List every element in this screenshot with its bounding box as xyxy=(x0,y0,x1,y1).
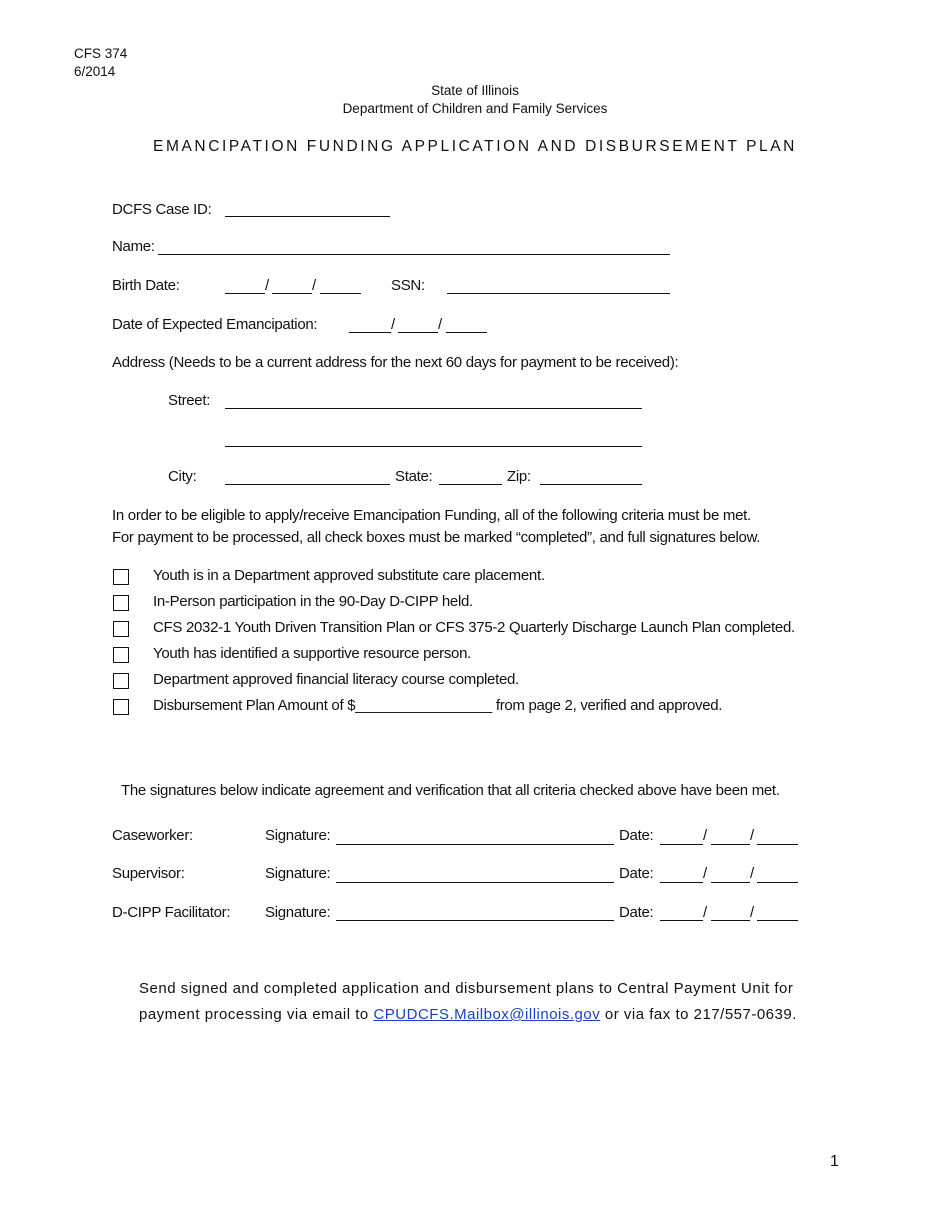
state-field[interactable] xyxy=(439,484,502,485)
caseworker-date-day[interactable] xyxy=(711,844,750,845)
footer-line-1: Send signed and completed application and disbursement plans to Central Payment Unit for xyxy=(139,980,794,997)
criteria-item: Disbursement Plan Amount of $_________________ from page 2, verified and approved. xyxy=(153,697,723,714)
criteria-item: CFS 2032-1 Youth Driven Transition Plan or CFS 375-2 Quarterly Discharge Launch Plan completed. xyxy=(153,619,795,636)
signature-label: Signature: xyxy=(265,865,331,882)
street-field-2[interactable] xyxy=(225,446,642,447)
facilitator-signature-field[interactable] xyxy=(336,920,614,921)
city-field[interactable] xyxy=(225,484,390,485)
criteria-checkbox[interactable] xyxy=(113,569,129,585)
date-separator: / xyxy=(703,827,707,844)
emancipation-date-label: Date of Expected Emancipation: xyxy=(112,316,318,333)
email-link[interactable]: CPUDCFS.Mailbox@illinois.gov xyxy=(373,1006,601,1023)
supervisor-date-month[interactable] xyxy=(660,882,703,883)
criteria-item: Department approved financial literacy course completed. xyxy=(153,671,519,688)
address-label: Address (Needs to be a current address for the next 60 days for payment to be received): xyxy=(112,354,679,371)
date-separator: / xyxy=(750,904,754,921)
date-separator: / xyxy=(438,316,442,333)
page-title: EMANCIPATION FUNDING APPLICATION AND DISBURSEMENT PLAN xyxy=(153,138,797,155)
caseworker-date-month[interactable] xyxy=(660,844,703,845)
caseworker-signature-field[interactable] xyxy=(336,844,614,845)
date-separator: / xyxy=(265,277,269,294)
supervisor-date-year[interactable] xyxy=(757,882,798,883)
supervisor-signature-field[interactable] xyxy=(336,882,614,883)
ssn-field[interactable] xyxy=(447,293,670,294)
state-label: State: xyxy=(395,468,433,485)
criteria-checkbox[interactable] xyxy=(113,647,129,663)
date-label: Date: xyxy=(619,827,654,844)
date-separator: / xyxy=(750,865,754,882)
form-code: CFS 374 xyxy=(74,46,128,61)
criteria-intro-2: For payment to be processed, all check boxes must be marked “completed”, and full signatures below. xyxy=(112,529,761,546)
page-number: 1 xyxy=(830,1153,839,1170)
street-field-1[interactable] xyxy=(225,408,642,409)
birth-date-day[interactable] xyxy=(272,293,312,294)
birth-date-label: Birth Date: xyxy=(112,277,180,294)
street-label: Street: xyxy=(168,392,211,409)
caseworker-label: Caseworker: xyxy=(112,827,193,844)
footer-prefix: payment processing via email to xyxy=(139,1006,369,1023)
facilitator-date-day[interactable] xyxy=(711,920,750,921)
ssn-label: SSN: xyxy=(391,277,425,294)
supervisor-date-day[interactable] xyxy=(711,882,750,883)
criteria-intro-1: In order to be eligible to apply/receive Emancipation Funding, all of the following criteria must be met. xyxy=(112,507,751,524)
city-label: City: xyxy=(168,468,197,485)
criteria-checkbox[interactable] xyxy=(113,699,129,715)
signature-label: Signature: xyxy=(265,827,331,844)
emancipation-date-year[interactable] xyxy=(446,332,487,333)
name-label: Name: xyxy=(112,238,155,255)
case-id-label: DCFS Case ID: xyxy=(112,201,212,218)
footer-line-2 xyxy=(139,1002,797,1028)
facilitator-label: D-CIPP Facilitator: xyxy=(112,904,231,921)
emancipation-date-day[interactable] xyxy=(398,332,438,333)
date-separator: / xyxy=(312,277,316,294)
state-name: State of Illinois xyxy=(431,83,519,98)
date-separator: / xyxy=(750,827,754,844)
case-id-field[interactable] xyxy=(225,216,390,217)
date-label: Date: xyxy=(619,904,654,921)
criteria-checkbox[interactable] xyxy=(113,673,129,689)
date-separator: / xyxy=(391,316,395,333)
criteria-checkbox[interactable] xyxy=(113,595,129,611)
emancipation-date-month[interactable] xyxy=(349,332,391,333)
birth-date-year[interactable] xyxy=(320,293,361,294)
criteria-item: Youth is in a Department approved substitute care placement. xyxy=(153,567,545,584)
department-name: Department of Children and Family Services xyxy=(342,101,608,116)
birth-date-month[interactable] xyxy=(225,293,265,294)
zip-label: Zip: xyxy=(507,468,531,485)
signatures-intro: The signatures below indicate agreement and verification that all criteria checked above have been met. xyxy=(121,782,780,799)
date-label: Date: xyxy=(619,865,654,882)
criteria-item: In-Person participation in the 90-Day D-CIPP held. xyxy=(153,593,473,610)
date-separator: / xyxy=(703,865,707,882)
signature-label: Signature: xyxy=(265,904,331,921)
zip-field[interactable] xyxy=(540,484,642,485)
date-separator: / xyxy=(703,904,707,921)
form-date: 6/2014 xyxy=(74,64,116,79)
criteria-item: Youth has identified a supportive resource person. xyxy=(153,645,471,662)
supervisor-label: Supervisor: xyxy=(112,865,185,882)
criteria-checkbox[interactable] xyxy=(113,621,129,637)
facilitator-date-year[interactable] xyxy=(757,920,798,921)
name-field[interactable] xyxy=(158,254,670,255)
facilitator-date-month[interactable] xyxy=(660,920,703,921)
footer-suffix: or via fax to 217/557-0639. xyxy=(604,1006,797,1023)
caseworker-date-year[interactable] xyxy=(757,844,798,845)
